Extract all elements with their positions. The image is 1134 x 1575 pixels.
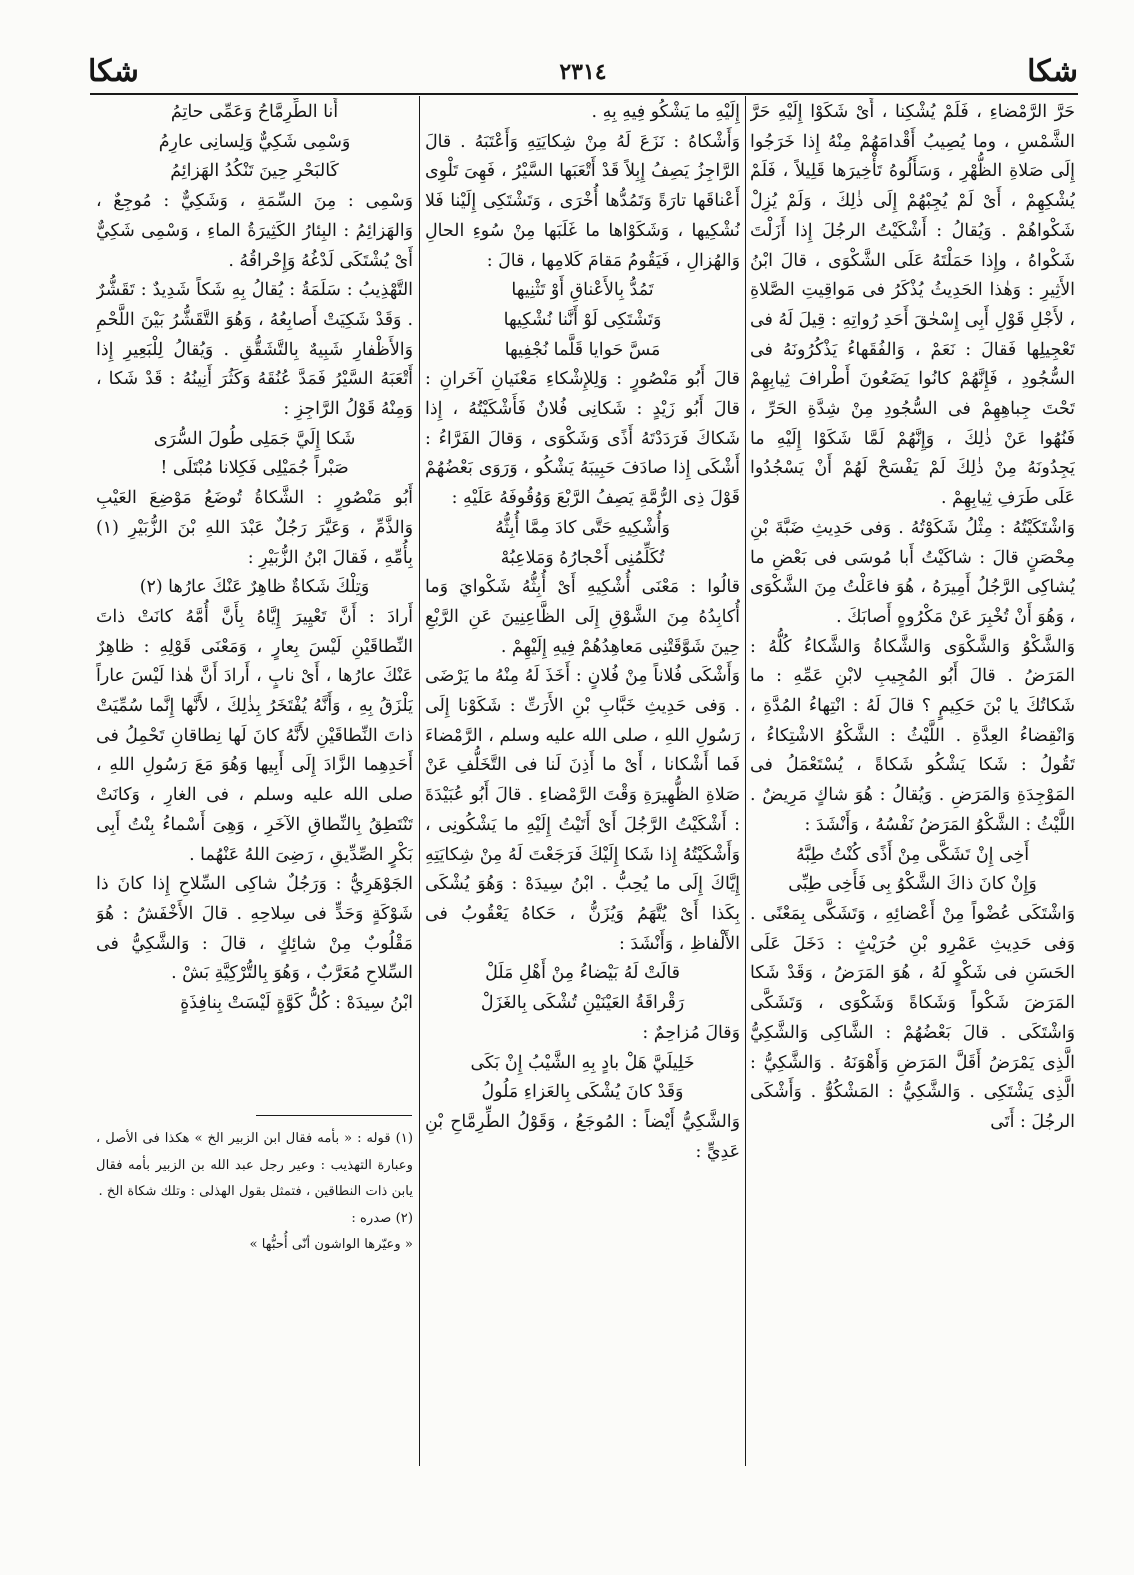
paragraph: وَالشَّكِيُّ أَيْضاً : المُوجَعُ ، وَقَوْلُ الطِّرِمَّاحِ بْنِ عَدِيٍّ : bbox=[425, 1111, 740, 1162]
column-middle bbox=[425, 98, 740, 1468]
verse-line: رَقْراقَةُ العَيْنَيْنِ تُشْكَى بِالغَزَلْ bbox=[480, 993, 685, 1014]
paragraph: حَرَّ الرَّمْضاءِ ، فَلَمْ يُشْكِنا ، أَىْ شَكَوْا إِلَيْهِ حَرَّ الشَّمْسِ ، وما يُصِيبُ أَقْدامَهُمْ مِنْهُ إِذا خَرَجُوا إِلَى صَلاةِ الظُّهْرِ ، وَسَأَلُوهُ تَأْخِيرَها قَلِيلاً ، فَلَمْ يُشْكِهِمْ ، أَىْ لَمْ يُجِبْهُمْ إِلَى ذٰلِكَ ، وَلَمْ يُزِلْ شَكْواهُمْ . وَيُقالُ : أَشْكَيْتُ الرجُلَ إِذا أَزَلْتَ شَكْواهُ ، وإِذا حَمَلْتَهُ عَلَى الشَّكْوَى ، قالَ ابْنُ الأَثِيرِ : وَهٰذا الحَدِيثُ يُذْكَرُ فى مَواقِيتِ الصَّلاةِ ، لأَجْلِ قَوْلِ أَبِى إِسْحٰقَ أَحَدِ رُواتِهِ : قِيلَ لَهُ فى تَعْجِيلِها فَقالَ : نَعَمْ ، وَالفُقَهاءُ يَذْكُرُونَهُ فى السُّجُودِ ، فَإِنَّهُمْ كانُوا يَضَعُونَ أَطْرافَ ثِيابِهِمْ تَحْتَ جِباهِهِمْ فى السُّجُودِ مِنْ شِدَّةِ الحَرِّ ، فَنُهُوا عَنْ ذٰلِكَ ، وَإِنَّهُمْ لَمَّا شَكَوْا إِلَيْهِ ما يَجِدُونَهُ مِنْ ذٰلِكَ لَمْ يَفْسَحْ لَهُمْ أَنْ يَسْجُدُوا عَلَى طَرَفِ ثِيابِهِمْ . bbox=[750, 102, 1075, 509]
paragraph: وَاشْتَكَيْتُهُ : مِثْلُ شَكَوْتُهُ . وَفى حَدِيثِ ضَبَّةَ بْنِ مِحْصَنٍ قالَ : شاكَيْتُ أَبا مُوسَى فى بَعْضِ ما يُشاكِى الرَّجُلُ أَمِيرَهُ ، هُوَ فاعَلْتُ مِنَ الشَّكْوَى ، وَهُوَ أَنْ تُخْبِرَ عَنْ مَكْرُوهٍ أَصابَكَ . bbox=[750, 517, 1075, 627]
footnote-rule bbox=[256, 1115, 412, 1116]
paragraph: وَأَشْكَى فُلاناً مِنْ فُلانٍ : أَخَذَ لَهُ مِنْهُ ما يَرْضَى . وَفى حَدِيثِ خَبَّابِ بْنِ الأَرَتِّ : شَكَوْنا إِلَى رَسُولِ اللهِ ، صلى الله عليه وسلم ، الرَّمْضاءَ فَما أَشْكانا ، أَىْ ما أَذِنَ لَنا فى التَّخَلُّفِ عَنْ صَلاةِ الظُّهِيرَةِ وَقْتَ الرَّمْضاءِ . قالَ أَبُو عُبَيْدَةَ : أَشْكَيْتُ الرَّجُلَ أَىْ أَتَيْتُ إِلَيْهِ ما يَشْكُونِى ، وَأَشْكَيْتُهُ إِذا شَكا إِلَيْكَ فَرَجَعْتَ لَهُ مِنْ شِكايَتِهِ إِيَّاكَ إِلَى ما يُحِبُّ . ابْنُ سِيدَهْ : وَهُوَ يُشْكَى بِكَذا أَىْ يُتَّهَمُ وَيُزَنُّ ، حَكاهُ يَعْقُوبُ فى الأَلْفاظِ ، وَأَنْشَدَ : bbox=[425, 666, 740, 954]
verse-line: أَخِى إِنْ تَشَكَّى مِنْ أَذًى كُنْتُ طِبَّهُ bbox=[795, 844, 1030, 865]
paragraph: إِلَيْهِ ما يَشْكُو فِيهِ بِهِ . bbox=[591, 102, 740, 122]
footnote: (١) قوله : « بأمه فقال ابن الزبير الخ » هكذا فى الأصل ، وعبارة التهذيب : وعير رجل عبد الله بن الزبير بأمه فقال يابن ذات النطاقين ، فتمثل بقول الهذلى : وتلك شكاة الخ . bbox=[96, 1131, 413, 1199]
verse-line: وَأُشْكِيهِ حَتَّى كادَ مِمَّا أُبِثُّهُ bbox=[495, 517, 670, 538]
verse-line: وَقَدْ كانَ يُشْكَى بِالعَزاءِ مَلُولُ bbox=[481, 1082, 684, 1103]
page-number: ٢٣١٤ bbox=[559, 59, 607, 85]
verse-line: وَسْمِى شَكِيٌّ وَلِسانِى عارِمُ bbox=[158, 131, 351, 152]
paragraph: قالُوا : مَعْنَى أُشْكِيهِ أَىْ أُبِثُّهُ شَكْوايَ وَما أُكابِدُهُ مِنَ الشَّوْقِ إِلَى الظَّاعِنِينَ عَنِ الرَّبْعِ حِينَ شَوَّقَتْنِى مَعاهِدُهُمْ فِيهِ إِلَيْهِمْ . bbox=[425, 577, 740, 657]
paragraph: قالَ أَبُو مَنْصُورٍ : وَلِلإِشْكاءِ مَعْنَيانِ آخَرانِ : قالَ أَبُو زَيْدٍ : شَكانِى فُلانٌ فَأَشْكَيْتُهُ ، إِذا شَكاكَ فَرَدَدْتَهُ أَذًى وَشَكْوَى ، وَقالَ الفَرَّاءُ : أَشْكَى إِذا صادَفَ حَبِيبَهُ يَشْكُو ، وَرَوَى بَعْضُهُمْ قَوْلَ ذِى الرُّمَّةِ يَصِفُ الرَّبْعَ وَوُقُوفَهُ عَلَيْهِ : bbox=[425, 369, 740, 509]
headword-right: شكا bbox=[1027, 54, 1078, 89]
paragraph: وَقالَ مُزاحِمٌ : bbox=[642, 1022, 740, 1043]
verse-line: خَلِيلَيَّ هَلْ بادٍ بِهِ الشَّيْبُ إِنْ بَكَى bbox=[470, 1052, 695, 1073]
header-rule bbox=[90, 93, 1078, 95]
footnotes bbox=[96, 1126, 413, 1259]
verse-line: تُكَلِّمُنِى أَحْجارُهُ وَمَلاعِبُهْ bbox=[500, 547, 665, 568]
verse-line: قالَتْ لَهُ بَيْضاءُ مِنْ أَهْلِ مَلَلْ bbox=[485, 963, 680, 984]
verse-line: تَمُدُّ بِالأَعْناقِ أَوْ تَثْنِيها bbox=[511, 280, 654, 301]
verse-line: وَإِنْ كانَ ذاكَ الشَّكْوُ بِى فَأَخِى طِبِّى bbox=[788, 874, 1037, 895]
paragraph: أَرادَ : أَنَّ تَعْيِيرَ إِيَّاهُ بِأَنَّ أُمَّهُ كانَتْ ذاتَ النِّطاقَيْنِ لَيْسَ بِعارٍ ، وَمَعْنَى قَوْلِهِ : ظاهِرٌ عَنْكَ عارُها ، أَىْ نابٍ ، أَرادَ أَنَّ هٰذا لَيْسَ عاراً يَلْزَقُ بِهِ ، وَأَنَّهُ يُفْتَخَرُ بِذٰلِكَ ، لأَنَّها إِنَّما سُمِّيَتْ ذاتَ النِّطاقَيْنِ لأَنَّهُ كانَ لَها نِطاقانِ تَحْمِلُ فى أَحَدِهِما الزَّادَ إِلَى أَبِيها وَهُوَ مَعَ رَسُولِ اللهِ ، صلى الله عليه وسلم ، فى الغارِ ، وَكانَتْ تَنْتَطِقُ بِالنِّطاقِ الآخَرِ ، وَهِىَ أَسْماءُ بِنْتُ أَبِى بَكْرٍ الصِّدِّيقِ ، رَضِىَ اللهُ عَنْهُما . bbox=[96, 606, 413, 865]
verse-line: شَكا إِلَيَّ جَمَلِى طُولَ السُّرَى bbox=[153, 428, 356, 449]
column-right bbox=[750, 98, 1075, 1468]
paragraph: الجَوْهَرِيُّ : وَرَجُلٌ شاكِى السِّلاحِ إِذا كانَ ذا شَوْكَةٍ وَحَدٍّ فى سِلاحِهِ . قالَ الأَخْفَشُ : هُوَ مَقْلُوبٌ مِنْ شائِكٍ ، قالَ : وَالشَّكِيُّ فى السِّلاحِ مُعَرَّبٌ ، وَهُوَ بِالتُّرْكِيَّةِ بَشْ . bbox=[96, 874, 413, 984]
paragraph: ابْنُ سِيدَهْ : كُلُّ كَوَّةٍ لَيْسَتْ بِنافِذَةٍ bbox=[180, 993, 413, 1014]
column-divider-left bbox=[419, 96, 420, 1466]
verse-line: كَالبَحْرِ حِينَ تَنْكُدُ الهَزائِمُ bbox=[170, 161, 339, 182]
paragraph: أَبُو مَنْصُورٍ : الشَّكاةُ تُوضَعُ مَوْضِعَ العَيْبِ وَالذَّمِّ ، وَعَيَّرَ رَجُلٌ عَبْدَ اللهِ بْنَ الزُّبَيْرِ (١) بِأُمِّهِ ، فَقالَ ابْنُ الزُّبَيْرِ : bbox=[96, 488, 413, 568]
paragraph: وَاشْتَكَى عُضْواً مِنْ أَعْضائِهِ ، وَتَشَكَّى بِمَعْنًى . وَفى حَدِيثِ عَمْرِو بْنِ حُرَيْثٍ : دَخَلَ عَلَى الحَسَنِ فى شَكْوٍ لَهُ ، هُوَ المَرَضُ ، وَقَدْ شَكا المَرَضَ شَكْواً وَشَكاةً وَشَكْوَى ، وَتَشَكَّى وَاشْتَكَى . قالَ بَعْضُهُمْ : الشَّاكِى وَالشَّكِيُّ الَّذِى يَمْرَضُ أَقَلَّ المَرَضِ وَأَهْوَنَهُ . وَالشَّكِيُّ : الَّذِى يَشْتَكِى . وَالشَّكِيُّ : المَشْكُوُّ . وَأَشْكَى الرجُلَ : أَتَى bbox=[750, 903, 1075, 1132]
verse-line: أَنا الطِّرِمَّاحُ وَعَمِّى حاتِمُ bbox=[170, 102, 339, 122]
column-left bbox=[96, 98, 413, 1108]
verse-line: وَتَشْتَكِى لَوْ أَنَّنا نُشْكِيها bbox=[503, 309, 662, 330]
paragraph: التَّهْذِيبُ : سَلَمَةُ : يُقالُ بِهِ شَكاً شَدِيدٌ : تَقَشُّرٌ . وَقَدْ شَكِيَتْ أَصابِعُهُ ، وَهُوَ التَّقَشُّرُ بَيْنَ اللَّحْمِ وَالأَظْفارِ شَبِيهٌ بِالتَّشَقُّقِ . وَيُقالُ لِلْبَعِيرِ إِذا أَتْعَبَهُ السَّيْرُ فَمَدَّ عُنُقَهُ وَكَثُرَ أَنِينُهُ : قَدْ شَكا ، وَمِنْهُ قَوْلُ الرَّاجِزِ : bbox=[96, 280, 413, 420]
column-divider-right bbox=[745, 96, 746, 1466]
verse-line: مَسَّ حَوايا قَلَّما نُجْفِيها bbox=[504, 339, 661, 360]
page-header bbox=[88, 52, 1078, 92]
verse-line: وَتِلْكَ شَكاةٌ ظاهِرٌ عَنْكَ عارُها (٢) bbox=[139, 577, 370, 598]
paragraph: وَالشَّكْوُ وَالشَّكْوَى وَالشَّكاةُ وَالشَّكاءُ كُلُّهُ : المَرَضُ . قالَ أَبُو المُجِيبِ لابْنِ عَمِّهِ : ما شَكاتُكَ يا بْنَ حَكِيمٍ ؟ قالَ لَهُ : انْتِهاءُ المُدَّةِ ، وَانْقِضاءُ العِدَّةِ . اللَّيْثُ : الشَّكْوُ الاشْتِكاءُ ، تَقُولُ : شَكا يَشْكُو شَكاةً ، يُسْتَعْمَلُ فى المَوْجِدَةِ وَالمَرَضِ . وَيُقالُ : هُوَ شاكٍ مَرِيضٌ . اللَّيْثُ : الشَّكْوُ المَرَضُ نَفْسُهُ ، وَأَنْشَدَ : bbox=[750, 636, 1075, 835]
headword-left: شكا bbox=[88, 54, 139, 89]
paragraph: وَسْمِى : مِنَ السِّمَةِ ، وَشَكِيٌّ : مُوجِعٌ ، وَالهَزائِمُ : البِئارُ الكَثِيرَةُ الماءِ ، وَسْمِى شَكِيٌّ أَىْ يُشْتَكَى لَدْغُهُ وَإِحْراقُهُ . bbox=[96, 191, 413, 271]
footnote: (٢) صدره : bbox=[351, 1210, 413, 1226]
verse-line: صَبْراً جُمَيْلِى فَكِلانا مُبْتَلَى ! bbox=[160, 458, 349, 479]
paragraph: وَأَشْكاهُ : نَزَعَ لَهُ مِنْ شِكايَتِهِ وَأَعْتَبَهُ . قالَ الرَّاجِزُ يَصِفُ إِبِلاً قَدْ أَتْعَبَها السَّيْرُ ، فَهِىَ تَلْوِى أَعْناقَها تارَةً وَتَمُدُّها أُخْرَى ، وَتَشْتَكِى إِلَيْنا فَلا نُشْكِيها ، وَشَكَوْاها ما غَلَبَها مِنْ سُوءِ الحالِ وَالهُزالِ ، فَيَقُومُ مَقامَ كَلامِها ، قالَ : bbox=[425, 131, 740, 271]
footnote: « وعيّرها الواشون أنّى أُحبُّها » bbox=[249, 1237, 413, 1252]
